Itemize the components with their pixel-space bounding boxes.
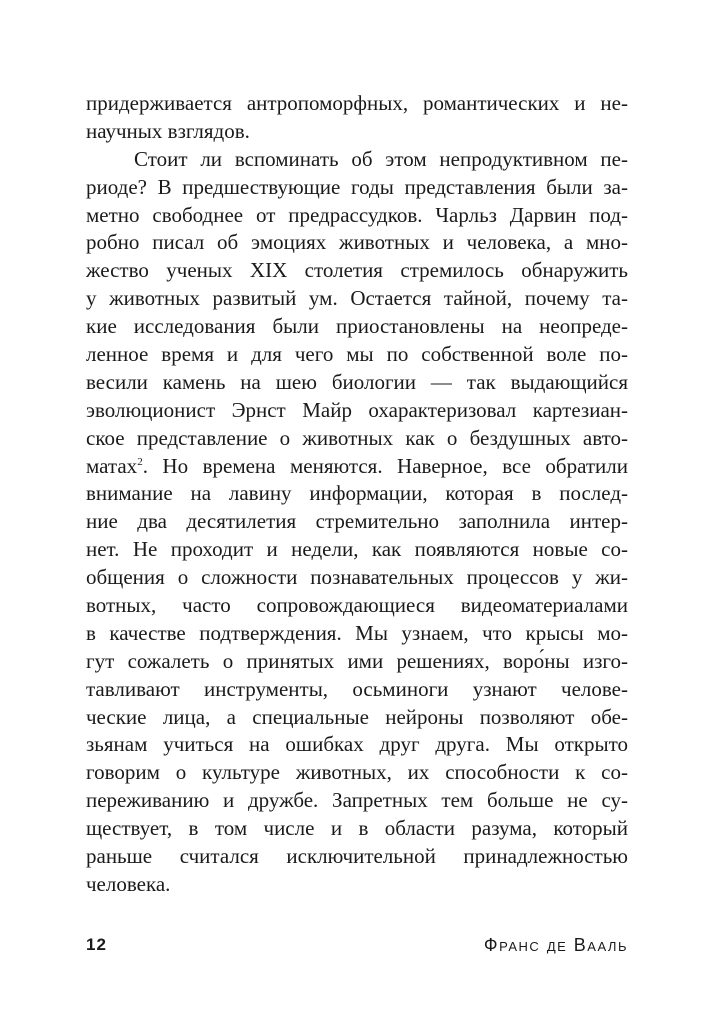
running-head-author: Франс де Вааль — [483, 935, 628, 955]
text-line: ние два десятилетия стремительно заполнила интер- — [86, 509, 628, 534]
paragraph-first-line: Стоит ли вспоминать об этом непродуктивном пе- — [134, 146, 628, 171]
text-line: придерживается антропоморфных, романтических и не- — [86, 91, 628, 115]
text-line: научных взглядов. — [86, 118, 250, 143]
text-line: ществует, в том числе и в области разума, который — [86, 816, 628, 841]
text-line: раньше считался исключительной принадлежностью — [86, 844, 628, 869]
body-text — [86, 90, 628, 899]
text-line: гут сожалеть о принятых ими решениях, воро́ны изго- — [86, 648, 628, 673]
text-line: ское представление о животных как о бездушных авто- — [86, 425, 628, 450]
text-line: метно свободнее от предрассудков. Чарльз Дарвин под- — [86, 202, 628, 227]
text-line: общения о сложности познавательных процессов у жи- — [86, 565, 628, 590]
text-line: робно писал об эмоциях животных и человека, а мно- — [86, 230, 628, 255]
footnote-marker[interactable]: 2 — [137, 455, 143, 468]
text-line: в качестве подтверждения. Мы узнаем, что крысы мо- — [86, 620, 628, 645]
text-line: жество ученых XIX столетия стремилось обнаружить — [86, 258, 628, 283]
text-line: весили камень на шею биологии — так выдающийся — [86, 369, 628, 394]
text-line: переживанию и дружбе. Запретных тем больше не су- — [86, 788, 628, 813]
page-footer — [86, 935, 628, 959]
text-line: у животных развитый ум. Остается тайной, почему та- — [86, 286, 628, 311]
text-line: тавливают инструменты, осьминоги узнают челове- — [86, 676, 628, 701]
text-line: ленное время и для чего мы по собственной воле по- — [86, 342, 628, 367]
text-line: кие исследования были приостановлены на неопреде- — [86, 314, 628, 339]
text-line: риоде? В предшествующие годы представления были за- — [86, 174, 628, 199]
text-line: внимание на лавину информации, которая в послед- — [86, 481, 628, 506]
text-line: вотных, часто сопровождающиеся видеоматериалами — [86, 593, 628, 618]
text-line: ческие лица, а специальные нейроны позволяют обе- — [86, 704, 628, 729]
text-segment: . Но времена меняются. Наверное, все обратили — [142, 453, 628, 478]
text-line: говорим о культуре животных, их способности к со- — [86, 760, 628, 785]
text-line: зьянам учиться на ошибках друг друга. Мы открыто — [86, 732, 628, 757]
text-line: человека. — [86, 871, 171, 896]
text-line: нет. Не проходит и недели, как появляются новые со- — [86, 537, 628, 562]
text-segment: матах — [86, 453, 138, 478]
text-line-with-footnote — [86, 453, 628, 481]
text-line: эволюционист Эрнст Майр охарактеризовал картезиан- — [86, 397, 628, 422]
page-number: 12 — [86, 935, 107, 954]
